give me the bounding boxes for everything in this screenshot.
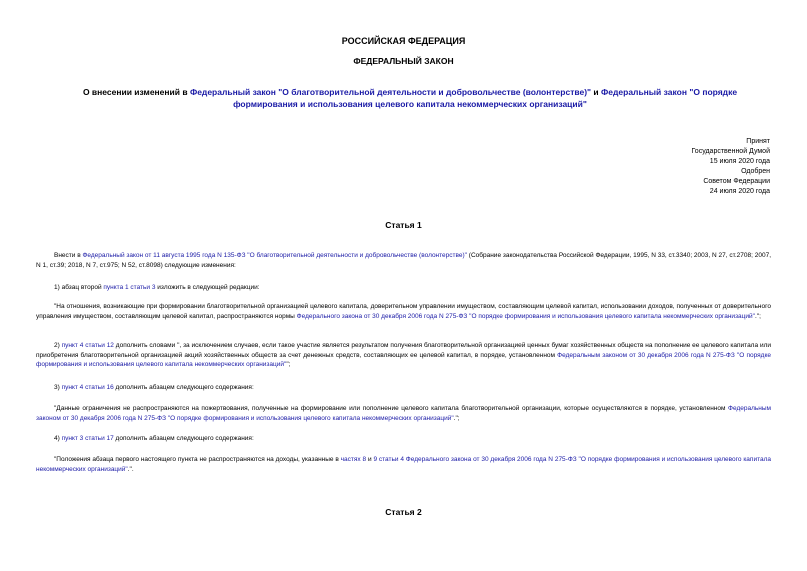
text-run: ."; — [754, 312, 761, 320]
item-4 — [36, 434, 771, 444]
text-run: изложить в следующей редакции: — [155, 284, 260, 291]
item-4-quote — [36, 455, 771, 474]
adoption-line: Одобрен — [741, 168, 770, 175]
item-3 — [36, 383, 771, 393]
text-run: "Данные ограничения не распространяются на пожертвования, полученные на формирование или пополнение целевого капитала благотворительной организации, которые осуществляются в порядке, установленном — [54, 405, 729, 412]
title-link-charity-law[interactable]: Федеральный закон "О благотворительной деятельности и добровольчестве (волонтерстве)" — [189, 87, 592, 97]
link-part-9-art4[interactable]: 9 статьи 4 Федерального закона от 30 декабря 2006 года N 275-ФЗ "О порядке формирования и использования целевого капитала некоммерческих организаций" — [36, 456, 772, 473]
text-run: 1) абзац второй — [54, 284, 104, 291]
country-heading: РОССИЙСКАЯ ФЕДЕРАЦИЯ — [341, 36, 466, 46]
text-run: 3) — [54, 384, 62, 391]
link-art16-p4[interactable]: пункт 4 статьи 16 — [61, 384, 114, 391]
text-run: ."; — [453, 414, 460, 422]
link-endowment-law-2006[interactable]: Федеральным законом от 30 декабря 2006 года N 275-ФЗ "О порядке формирования и использования целевого капитала некоммерческих организаций" — [36, 351, 771, 369]
text-run: 2) — [54, 342, 62, 349]
text-run: "На отношения, возникающие при формировании благотворительной организацией целевого капитала, доверительном управлении имуществом, составляющим целевой капитал, использовании доходов, полученных от доверительного управления имуществом, составляющим целевой капитал, распространяются нормы — [36, 303, 771, 320]
text-run: и — [366, 456, 374, 463]
link-parts-8[interactable]: частях 8 — [340, 456, 367, 463]
link-art3-p1[interactable]: пункта 1 статьи 3 — [103, 284, 156, 291]
text-run: "; — [286, 361, 291, 369]
item-1-quote — [36, 302, 771, 321]
text-run: Внести в — [54, 252, 83, 259]
text-run: "Положения абзаца первого настоящего пункта не распространяются на доходы, указанные в — [54, 456, 341, 463]
title-link-endowment-law[interactable]: Федеральный закон "О порядке формирования и использования целевого капитала некоммерческих организаций" — [233, 87, 738, 109]
item-3-quote — [36, 404, 771, 423]
link-art17-p3[interactable]: пункт 3 статьи 17 — [61, 435, 114, 442]
link-endowment-law-2006[interactable]: Федеральным законом от 30 декабря 2006 года N 275-ФЗ "О порядке формирования и использования целевого капитала некоммерческих организаций" — [36, 405, 771, 422]
text-run: (Собрание законодательства Российской Федерации, 1995, N 33, ст.3340; 2003, N 27, ст.2708; 2007, N 1, ст.39; 2018, N 7, ст.975; N 52, ст.8098) следующие изменения: — [36, 252, 771, 269]
link-endowment-law-2006[interactable]: Федерального закона от 30 декабря 2006 года N 275-ФЗ "О порядке формирования и использования целевого капитала некоммерческих организаций" — [296, 312, 755, 320]
text-run: 4) — [54, 435, 62, 442]
adoption-line: Принят — [746, 138, 770, 145]
text-run: .". — [127, 465, 134, 473]
adoption-line: 15 июля 2020 года — [709, 158, 770, 165]
law-title — [60, 86, 760, 110]
article-1-heading: Статья 1 — [385, 220, 422, 230]
item-1 — [36, 283, 771, 293]
article-2-heading: Статья 2 — [385, 507, 422, 517]
adoption-line: Советом Федерации — [703, 178, 770, 185]
article-1-intro — [36, 251, 771, 270]
title-middle: и — [591, 87, 602, 97]
item-2 — [36, 341, 771, 370]
adoption-line: Государственной Думой — [691, 148, 770, 155]
doc-type-heading: ФЕДЕРАЛЬНЫЙ ЗАКОН — [353, 56, 454, 66]
link-art12-p4[interactable]: пункт 4 статьи 12 — [61, 342, 114, 349]
adoption-block — [691, 137, 770, 197]
text-run: дополнить словами ", за исключением случаев, если такое участие является результатом получения благотворительной организацией ценных бумаг хозяйственных обществ на пополнение ее целевого капитала или приобретения благотворительной организацией акций хозяйственных обществ за счет денежных средств, составляющих ее целевой капитал, в порядке, установленном — [36, 342, 771, 359]
link-charity-law-1995[interactable]: Федеральный закон от 11 августа 1995 года N 135-ФЗ "О благотворительной деятельности и добровольчестве (волонтерстве)" — [82, 252, 467, 259]
adoption-line: 24 июля 2020 года — [709, 188, 770, 195]
title-prefix: О внесении изменений в — [82, 87, 190, 97]
text-run: дополнить абзацем следующего содержания: — [113, 384, 254, 391]
text-run: дополнить абзацем следующего содержания: — [113, 435, 254, 442]
